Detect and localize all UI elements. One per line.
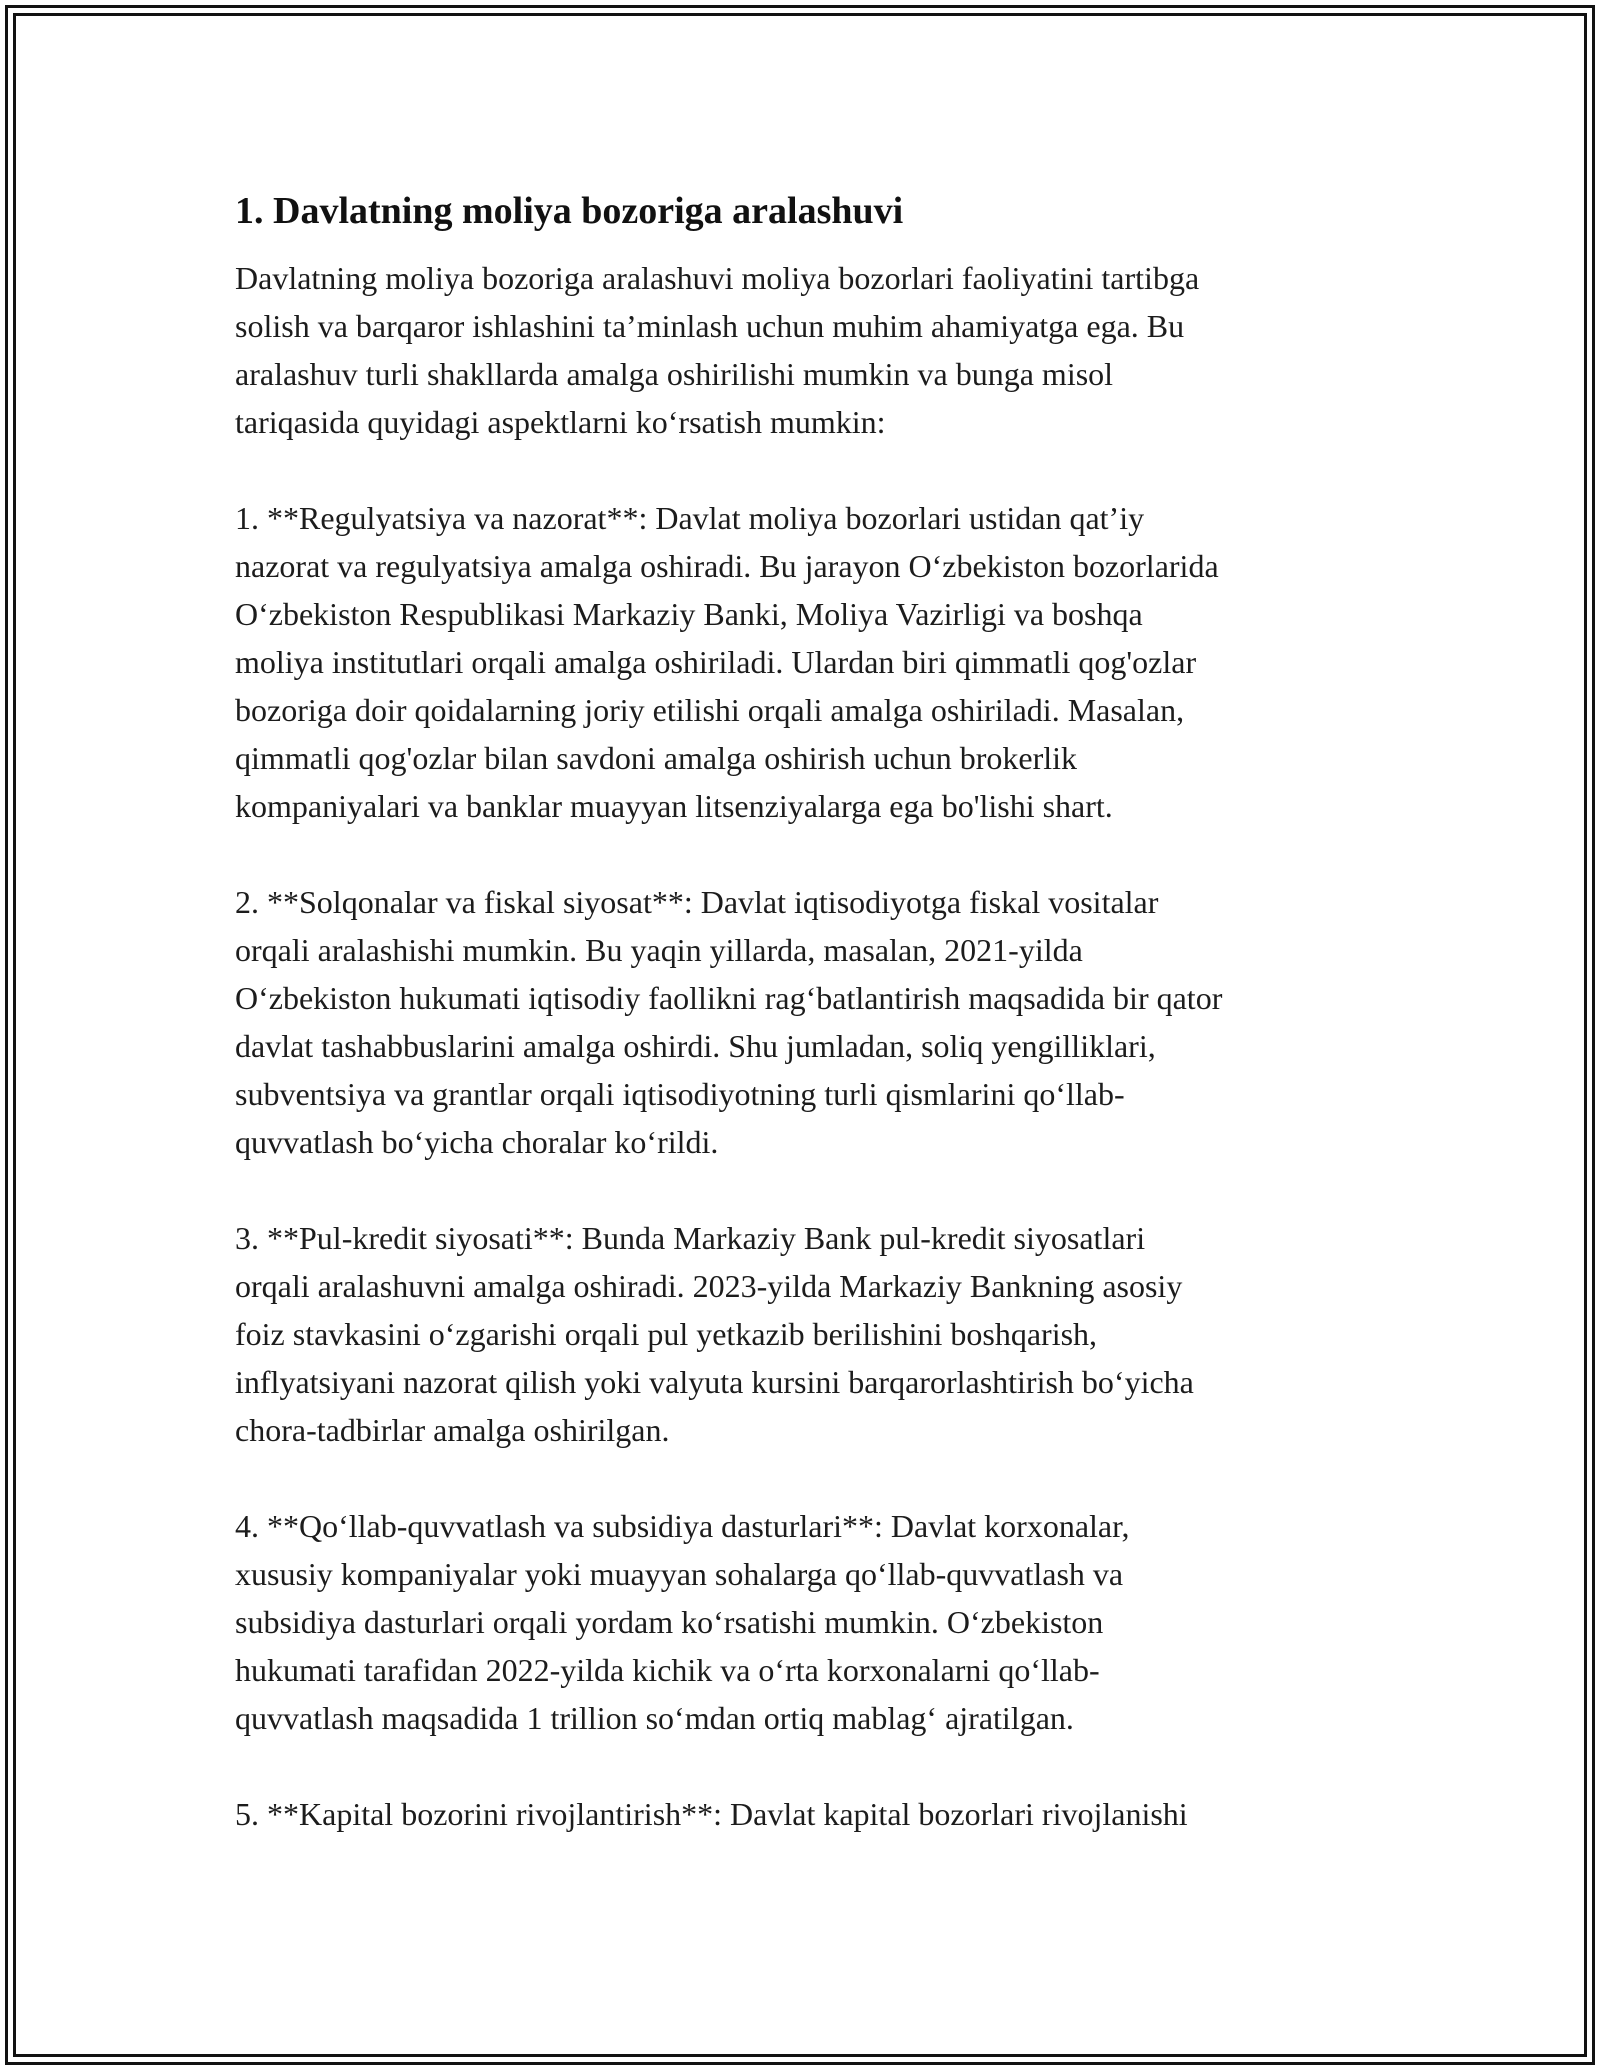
text-line: xususiy kompaniyalar yoki muayyan sohalarga qo‘llab-quvvatlash va: [235, 1556, 1124, 1592]
list-item-capital-market: [235, 1790, 1395, 1838]
text-line: subventsiya va grantlar orqali iqtisodiyotning turli qismlarini qo‘llab-: [235, 1076, 1125, 1112]
text-line: inflyatsiyani nazorat qilish yoki valyuta kursini barqarorlashtirish bo‘yicha: [235, 1364, 1194, 1400]
text-line: Davlatning moliya bozoriga aralashuvi moliya bozorlari faoliyatini tartibga: [235, 260, 1200, 296]
intro-paragraph: [235, 254, 1395, 446]
text-line: O‘zbekiston Respublikasi Markaziy Banki, Moliya Vazirligi va boshqa: [235, 596, 1143, 632]
list-item-subsidy-programs: [235, 1502, 1395, 1742]
list-item-regulation: [235, 494, 1395, 830]
text-line: O‘zbekiston hukumati iqtisodiy faollikni rag‘batlantirish maqsadida bir qator: [235, 980, 1223, 1016]
text-line: 2. **Solqonalar va fiskal siyosat**: Davlat iqtisodiyotga fiskal vositalar: [235, 884, 1159, 920]
section-heading: 1. Davlatning moliya bozoriga aralashuvi: [235, 190, 904, 232]
text-line: moliya institutlari orqali amalga oshiriladi. Ulardan biri qimmatli qog'ozlar: [235, 644, 1197, 680]
text-line: orqali aralashishi mumkin. Bu yaqin yillarda, masalan, 2021-yilda: [235, 932, 1083, 968]
text-line: quvvatlash maqsadida 1 trillion so‘mdan ortiq mablag‘ ajratilgan.: [235, 1700, 1074, 1736]
text-line: foiz stavkasini o‘zgarishi orqali pul yetkazib berilishini boshqarish,: [235, 1316, 1098, 1352]
text-line: qimmatli qog'ozlar bilan savdoni amalga oshirish uchun brokerlik: [235, 740, 1078, 776]
text-line: 4. **Qo‘llab-quvvatlash va subsidiya dasturlari**: Davlat korxonalar,: [235, 1508, 1130, 1544]
text-line: bozoriga doir qoidalarning joriy etilishi orqali amalga oshiriladi. Masalan,: [235, 692, 1185, 728]
text-line: quvvatlash bo‘yicha choralar ko‘rildi.: [235, 1124, 719, 1160]
text-line: tariqasida quyidagi aspektlarni ko‘rsatish mumkin:: [235, 404, 886, 440]
text-line: orqali aralashuvni amalga oshiradi. 2023-yilda Markaziy Bankning asosiy: [235, 1268, 1183, 1304]
text-line: kompaniyalari va banklar muayyan litsenziyalarga ega bo'lishi shart.: [235, 788, 1113, 824]
text-line: 3. **Pul-kredit siyosati**: Bunda Markaziy Bank pul-kredit siyosatlari: [235, 1220, 1146, 1256]
text-line: subsidiya dasturlari orqali yordam ko‘rsatishi mumkin. O‘zbekiston: [235, 1604, 1104, 1640]
text-line: davlat tashabbuslarini amalga oshirdi. Shu jumladan, soliq yengilliklari,: [235, 1028, 1156, 1064]
text-line: 5. **Kapital bozorini rivojlantirish**: Davlat kapital bozorlari rivojlanishi: [235, 1796, 1188, 1832]
text-line: 1. **Regulyatsiya va nazorat**: Davlat moliya bozorlari ustidan qat’iy: [235, 500, 1145, 536]
text-line: chora-tadbirlar amalga oshirilgan.: [235, 1412, 670, 1448]
text-line: solish va barqaror ishlashini ta’minlash uchun muhim ahamiyatga ega. Bu: [235, 308, 1185, 344]
list-item-monetary-policy: [235, 1214, 1395, 1454]
list-item-fiscal-policy: [235, 878, 1395, 1166]
document-body: [235, 186, 1395, 1886]
text-line: nazorat va regulyatsiya amalga oshiradi. Bu jarayon O‘zbekiston bozorlarida: [235, 548, 1219, 584]
text-line: aralashuv turli shakllarda amalga oshirilishi mumkin va bunga misol: [235, 356, 1114, 392]
text-line: hukumati tarafidan 2022-yilda kichik va o‘rta korxonalarni qo‘llab-: [235, 1652, 1100, 1688]
